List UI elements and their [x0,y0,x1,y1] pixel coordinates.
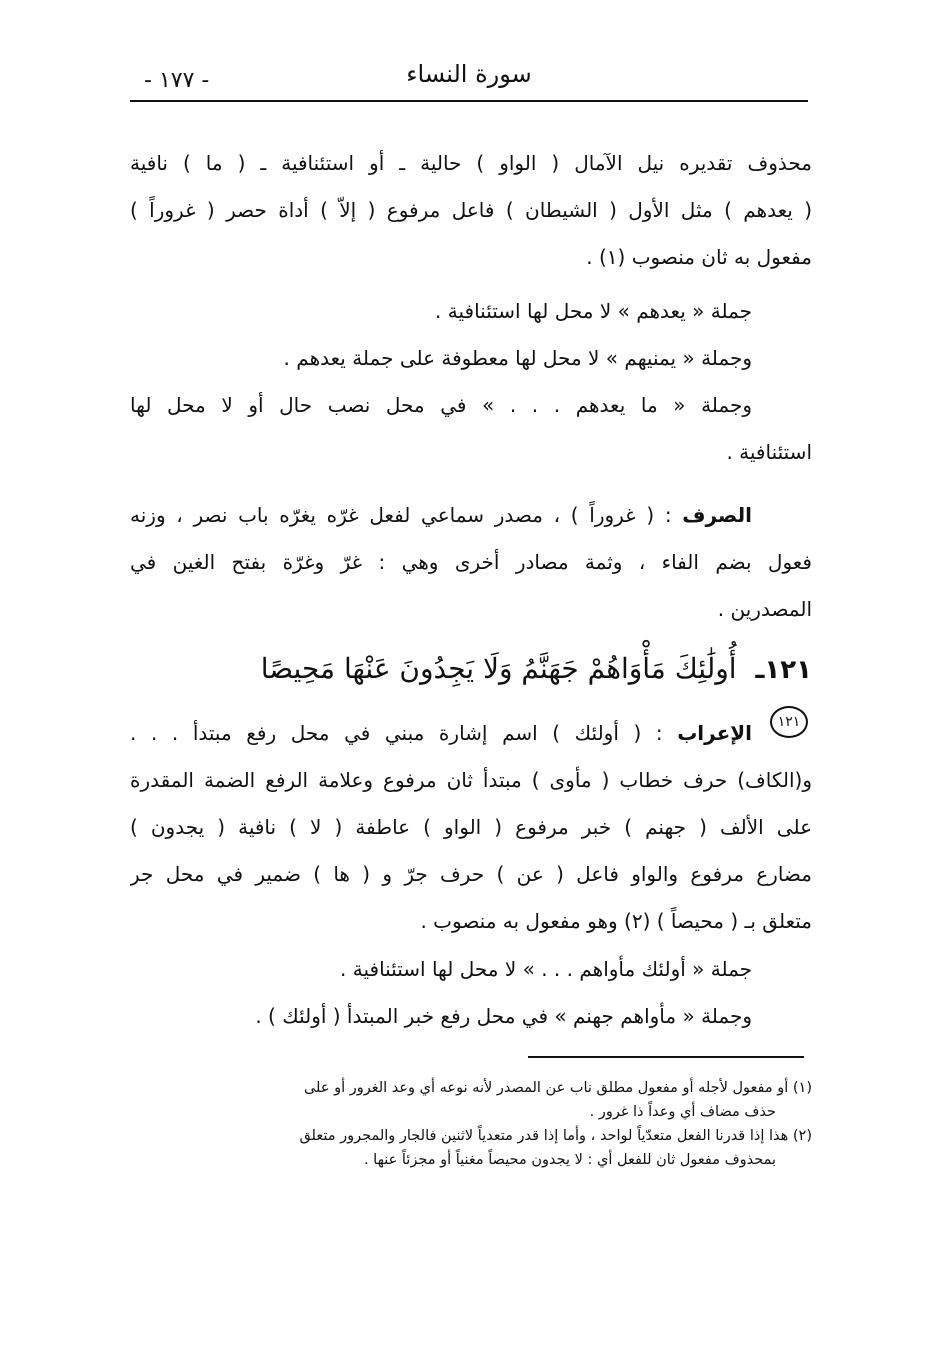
sentences-block-1 [130,288,812,476]
irab-line: و(الكاف) حرف خطاب ( مأوى ) مبتدأ ثان مرفوع وعلامة الرفع الضمة المقدرة [130,768,812,792]
irab-line: متعلق بـ ( محيصاً ) (٢) وهو مفعول به منصوب . [420,909,812,933]
irab-line: على الألف ( جهنم ) خبر مرفوع ( الواو ) عاطفة ( لا ) نافية ( يجدون ) [130,815,812,839]
sentence-line: وجملة « يمنيهم » لا محل لها معطوفة على جملة يعدهم . [283,346,752,370]
irab-section [130,710,812,945]
sentence-line: استئنافية . [726,440,812,464]
irab-label: الإعراب [677,721,752,745]
paragraph-continuation [130,140,812,281]
sentence-line: وجملة « ما يعدهم . . . » في محل نصب حال أو لا محل لها [130,393,752,417]
sentence-line: وجملة « مأواهم جهنم » في محل رفع خبر المبتدأ ( أولئك ) . [255,1004,752,1028]
sentence-line: جملة « يعدهم » لا محل لها استئنافية . [435,299,752,323]
verse-number: ١٢١ـ [755,655,812,685]
sentences-block-2 [130,946,812,1040]
footnote-line: (١) أو مفعول لأجله أو مفعول مطلق ناب عن المصدر لأنه نوعه أي وعد الغرور أو على [303,1080,812,1096]
sarf-text: : ( غروراً ) ، مصدر سماعي لفعل غرّه يغرّه باب نصر ، وزنه [130,503,683,527]
irab-line: مضارع مرفوع والواو فاعل ( عن ) حرف جرّ و ( ها ) ضمير في محل جر [130,862,812,886]
surah-title: سورة النساء [406,60,532,88]
header-rule [130,100,808,102]
ayah-end-mark: ١٢١ [770,706,808,738]
footnote-line: بمحذوف مفعول ثان للفعل أي : لا يجدون محيصاً مغنياً أو مجزئاً عنها . [363,1152,776,1168]
sarf-label: الصرف [682,503,752,527]
sarf-section [130,492,812,633]
sarf-line [130,492,812,539]
text-line: مفعول به ثان منصوب (١) . [586,245,812,269]
text-line: محذوف تقديره نيل الآمال ( الواو ) حالية ـ أو استئنافية ـ ( ما ) نافية [130,151,812,175]
text-line: ( يعدهم ) مثل الأول ( الشيطان ) فاعل مرفوع ( إلاّ ) أداة حصر ( غروراً ) [130,198,812,222]
footnote-separator [528,1056,804,1058]
sarf-line: المصدرين . [717,597,812,621]
irab-text: : ( أولئك ) اسم إشارة مبني في محل رفع مبتدأ . . . [130,721,678,745]
sarf-line: فعول بضم الفاء ، وثمة مصادر أخرى وهي : غرّ وغرّة بفتح الغين في [130,550,812,574]
footnote-line: حذف مضاف أي وعداً ذا غرور . [589,1104,776,1120]
footnote-line: (٢) هذا إذا قدرنا الفعل متعدّياً لواحد ، وأما إذا قدر متعدياً لاثنين فالجار والمجرور متعلق [299,1128,812,1144]
verse-text: أُولَٰئِكَ مَأْوَاهُمْ جَهَنَّمُ وَلَا يَجِدُونَ عَنْهَا مَحِيصًا [260,652,737,685]
sentence-line: جملة « أولئك مأواهم . . . » لا محل لها استئنافية . [340,957,752,981]
irab-line [130,710,812,757]
page-number: - ١٧٧ - [144,68,210,93]
page-header [130,60,808,102]
footnotes [175,1076,812,1172]
